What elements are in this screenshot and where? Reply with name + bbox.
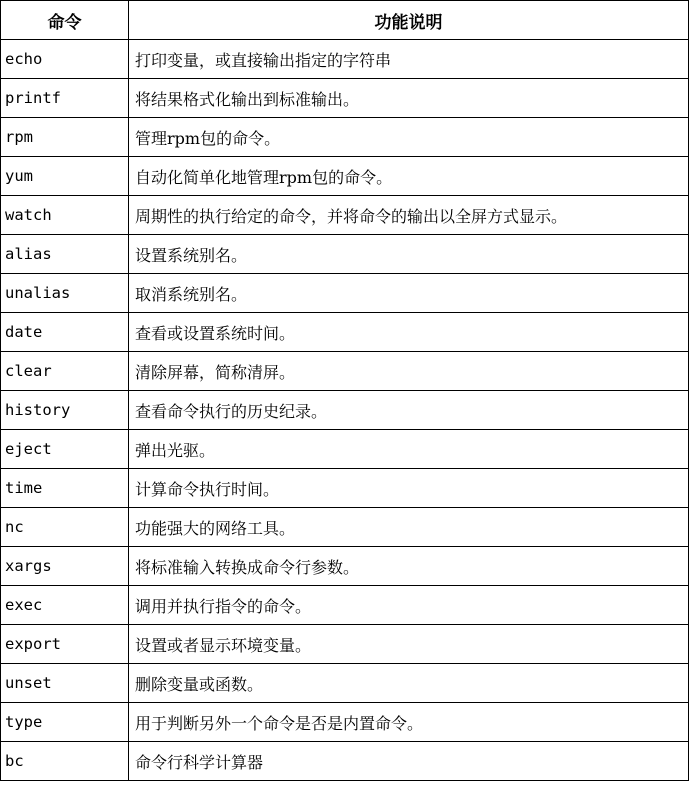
description-cell: 取消系统别名。 <box>129 274 689 313</box>
command-cell: xargs <box>1 547 129 586</box>
description-cell: 设置或者显示环境变量。 <box>129 625 689 664</box>
table-row <box>1 40 689 79</box>
description-cell: 计算命令执行时间。 <box>129 469 689 508</box>
description-cell: 将标准输入转换成命令行参数。 <box>129 547 689 586</box>
table-row <box>1 118 689 157</box>
description-cell: 自动化简单化地管理rpm包的命令。 <box>129 157 689 196</box>
command-cell: eject <box>1 430 129 469</box>
command-cell: time <box>1 469 129 508</box>
table-row <box>1 586 689 625</box>
table-row <box>1 547 689 586</box>
table-row <box>1 469 689 508</box>
table-row <box>1 430 689 469</box>
table-row <box>1 196 689 235</box>
command-cell: type <box>1 703 129 742</box>
command-cell: yum <box>1 157 129 196</box>
table-row <box>1 157 689 196</box>
table-row <box>1 79 689 118</box>
command-cell: nc <box>1 508 129 547</box>
description-cell: 用于判断另外一个命令是否是内置命令。 <box>129 703 689 742</box>
description-cell: 调用并执行指令的命令。 <box>129 586 689 625</box>
description-cell: 删除变量或函数。 <box>129 664 689 703</box>
description-cell: 周期性的执行给定的命令，并将命令的输出以全屏方式显示。 <box>129 196 689 235</box>
column-header-command: 命令 <box>1 1 129 40</box>
command-cell: date <box>1 313 129 352</box>
table-row <box>1 235 689 274</box>
table-row <box>1 742 689 781</box>
command-cell: echo <box>1 40 129 79</box>
command-cell: history <box>1 391 129 430</box>
command-cell: exec <box>1 586 129 625</box>
description-cell: 设置系统别名。 <box>129 235 689 274</box>
table-row <box>1 664 689 703</box>
command-cell: export <box>1 625 129 664</box>
description-cell: 将结果格式化输出到标准输出。 <box>129 79 689 118</box>
description-cell: 打印变量，或直接输出指定的字符串 <box>129 40 689 79</box>
description-cell: 查看命令执行的历史纪录。 <box>129 391 689 430</box>
command-cell: rpm <box>1 118 129 157</box>
command-cell: unalias <box>1 274 129 313</box>
table-row <box>1 391 689 430</box>
description-cell: 功能强大的网络工具。 <box>129 508 689 547</box>
description-cell: 清除屏幕，简称清屏。 <box>129 352 689 391</box>
table-row <box>1 625 689 664</box>
command-cell: unset <box>1 664 129 703</box>
table-row <box>1 352 689 391</box>
command-cell: alias <box>1 235 129 274</box>
table-row <box>1 313 689 352</box>
table-body <box>1 40 689 781</box>
table-row <box>1 703 689 742</box>
description-cell: 命令行科学计算器 <box>129 742 689 781</box>
header-row <box>1 1 689 40</box>
table-header <box>1 1 689 40</box>
command-cell: clear <box>1 352 129 391</box>
description-cell: 查看或设置系统时间。 <box>129 313 689 352</box>
table-row <box>1 274 689 313</box>
command-cell: watch <box>1 196 129 235</box>
command-cell: bc <box>1 742 129 781</box>
description-cell: 弹出光驱。 <box>129 430 689 469</box>
description-cell: 管理rpm包的命令。 <box>129 118 689 157</box>
column-header-description: 功能说明 <box>129 1 689 40</box>
table-row <box>1 508 689 547</box>
command-cell: printf <box>1 79 129 118</box>
